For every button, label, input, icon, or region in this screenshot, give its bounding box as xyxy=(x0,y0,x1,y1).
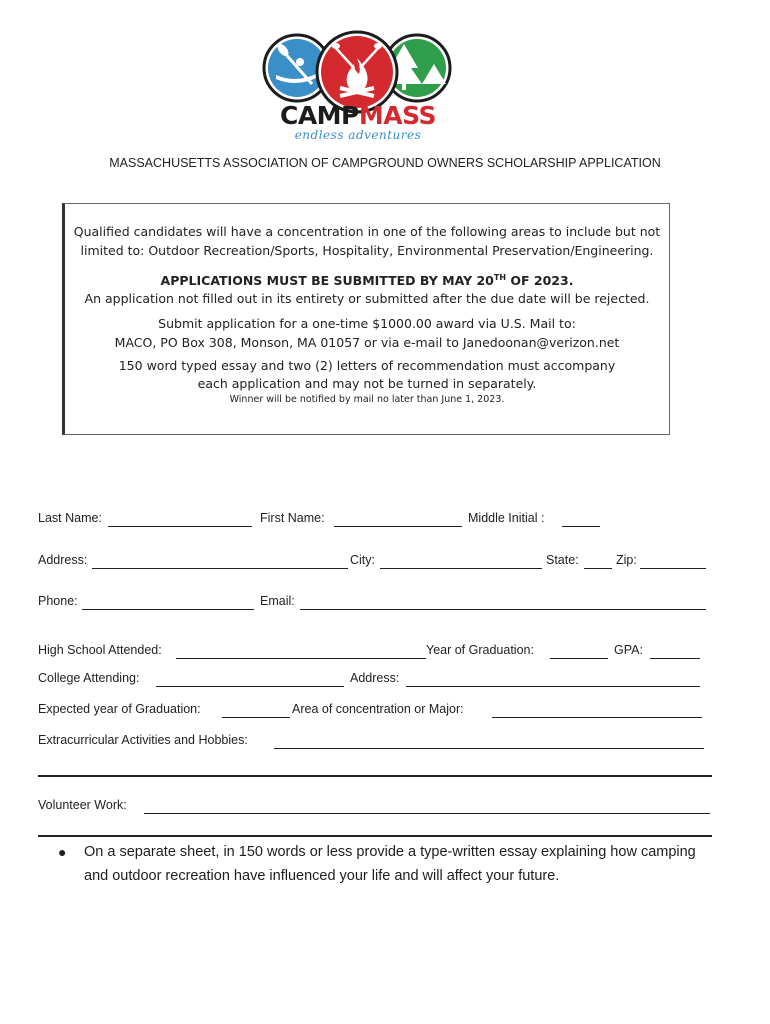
submit-line-2: MACO, PO Box 308, Monson, MA 01057 or via e-mail to Janedoonan@verizon.net xyxy=(114,335,620,351)
essay-instruction-text xyxy=(84,840,724,888)
extracurricular-row xyxy=(38,733,706,751)
college-field[interactable] xyxy=(156,686,344,687)
deadline-pre: APPLICATIONS MUST BE SUBMITTED BY MAY 20 xyxy=(160,273,494,289)
last-name-field[interactable] xyxy=(108,526,252,527)
document-title: MASSACHUSETTS ASSOCIATION OF CAMPGROUND OWNERS SCHOLARSHIP APPLICATION xyxy=(109,156,661,170)
area-concentration-label: Area of concentration or Major: xyxy=(292,702,464,716)
middle-initial-field[interactable] xyxy=(562,526,600,527)
campfire-emblem-icon xyxy=(317,32,397,112)
state-field[interactable] xyxy=(584,568,612,569)
gpa-field[interactable] xyxy=(650,658,700,659)
first-name-field[interactable] xyxy=(334,526,462,527)
volunteer-extra-line[interactable] xyxy=(38,835,712,837)
state-label: State: xyxy=(546,553,579,567)
extracurricular-field[interactable] xyxy=(274,748,704,749)
zip-label: Zip: xyxy=(616,553,637,567)
expected-year-field[interactable] xyxy=(222,717,290,718)
bullet-icon: ● xyxy=(58,844,67,860)
volunteer-label: Volunteer Work: xyxy=(38,798,127,812)
address-label: Address: xyxy=(38,553,88,567)
essay-instruction-line-2: and outdoor recreation have influenced your life and will affect your future. xyxy=(84,868,560,884)
qualified-text xyxy=(65,222,669,260)
high-school-label: High School Attended: xyxy=(38,643,162,657)
email-label: Email: xyxy=(260,594,295,608)
submit-line-1: Submit application for a one-time $1000.00 award via U.S. Mail to: xyxy=(158,316,576,332)
winner-notice: Winner will be notified by mail no later than June 1, 2023. xyxy=(229,394,505,406)
area-concentration-field[interactable] xyxy=(492,717,702,718)
zip-field[interactable] xyxy=(640,568,706,569)
phone-field[interactable] xyxy=(82,609,254,610)
logo-wordmark xyxy=(262,102,454,130)
high-school-row xyxy=(38,643,706,661)
extracurricular-extra-line[interactable] xyxy=(38,775,712,777)
major-row xyxy=(38,702,706,720)
high-school-field[interactable] xyxy=(176,658,426,659)
year-graduation-label: Year of Graduation: xyxy=(426,643,534,657)
college-label: College Attending: xyxy=(38,671,140,685)
deadline-text xyxy=(65,269,669,290)
college-address-label: Address: xyxy=(350,671,400,685)
address-field[interactable] xyxy=(92,568,348,569)
year-graduation-field[interactable] xyxy=(550,658,608,659)
college-row xyxy=(38,671,706,689)
qualified-line-2: limited to: Outdoor Recreation/Sports, Hospitality, Environmental Preservation/Engineering. xyxy=(80,243,654,258)
address-row xyxy=(38,553,706,571)
essay-line-2: each application and may not be turned in separately. xyxy=(197,376,537,392)
submit-text xyxy=(65,314,669,352)
info-box xyxy=(62,203,670,435)
deadline-post: OF 2023. xyxy=(506,273,574,289)
gpa-label: GPA: xyxy=(614,643,643,657)
name-row xyxy=(38,511,706,529)
volunteer-field[interactable] xyxy=(144,813,710,814)
extracurricular-label: Extracurricular Activities and Hobbies: xyxy=(38,733,248,747)
middle-initial-label: Middle Initial : xyxy=(468,511,545,525)
email-field[interactable] xyxy=(300,609,706,610)
logo-word-mass: MASS xyxy=(358,101,437,130)
phone-label: Phone: xyxy=(38,594,78,608)
contact-row xyxy=(38,594,706,612)
expected-year-label: Expected year of Graduation: xyxy=(38,702,201,716)
logo-word-camp: CAMP xyxy=(279,101,359,130)
essay-requirement xyxy=(65,357,669,393)
first-name-label: First Name: xyxy=(260,511,325,525)
rejection-notice: An application not filled out in its entirety or submitted after the due date will be rejected. xyxy=(84,291,650,307)
deadline-sup: TH xyxy=(493,273,507,282)
volunteer-row xyxy=(38,798,706,816)
qualified-line-1: Qualified candidates will have a concentration in one of the following areas to include but not xyxy=(73,224,661,239)
last-name-label: Last Name: xyxy=(38,511,102,525)
city-field[interactable] xyxy=(380,568,542,569)
essay-line-1: 150 word typed essay and two (2) letters of recommendation must accompany xyxy=(118,358,616,374)
city-label: City: xyxy=(350,553,375,567)
college-address-field[interactable] xyxy=(406,686,700,687)
logo-tagline: endless adventures xyxy=(294,128,422,142)
essay-instruction-line-1: On a separate sheet, in 150 words or less provide a type-written essay explaining how camping xyxy=(84,844,696,860)
